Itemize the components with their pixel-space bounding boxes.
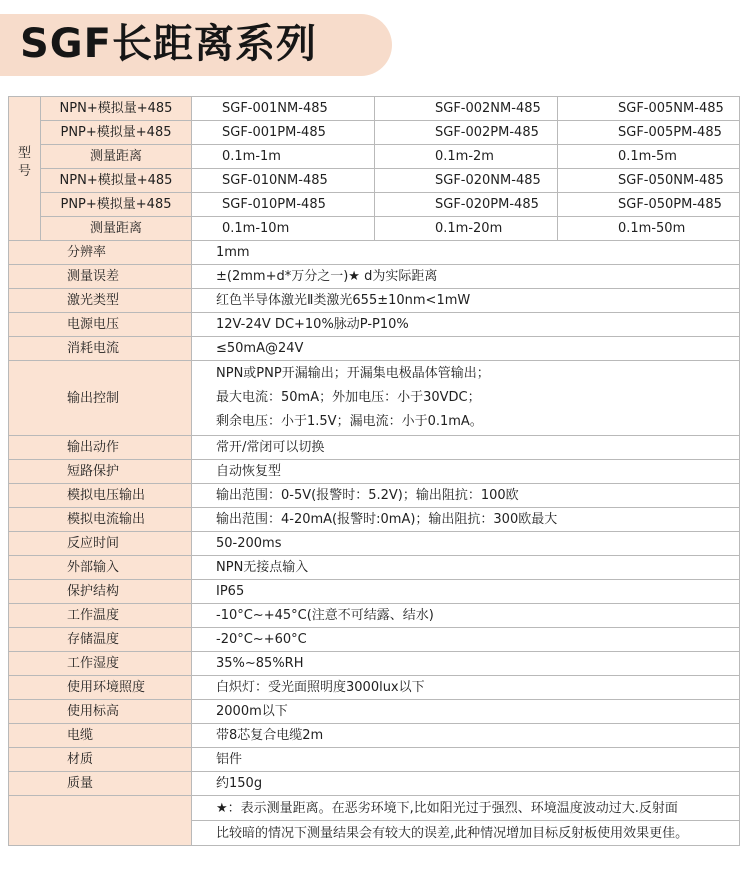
note-line: ★：表示测量距离。在恶劣环境下,比如阳光过于强烈、环境温度波动过大.反射面: [192, 796, 740, 821]
model-cell: SGF-005NM-485: [558, 97, 740, 121]
spec-label: 电源电压: [9, 313, 192, 337]
table-row: [9, 484, 740, 508]
spec-value: 12V-24V DC+10%脉动P-P10%: [192, 313, 740, 337]
table-row: [9, 145, 740, 169]
model-row-label: 测量距离: [41, 145, 192, 169]
model-cell: SGF-001PM-485: [192, 121, 375, 145]
model-cell: SGF-050PM-485: [558, 193, 740, 217]
spec-value: 带8芯复合电缆2m: [192, 724, 740, 748]
spec-value: 2000m以下: [192, 700, 740, 724]
model-label: 型号: [17, 146, 31, 179]
table-row: [9, 508, 740, 532]
model-cell: SGF-020PM-485: [375, 193, 558, 217]
table-row: [9, 628, 740, 652]
table-row: [9, 772, 740, 796]
table-row: [9, 217, 740, 241]
table-row: [9, 748, 740, 772]
model-cell: SGF-002NM-485: [375, 97, 558, 121]
model-row-label: NPN+模拟量+485: [41, 97, 192, 121]
model-label-cell: [9, 97, 41, 241]
spec-label: 模拟电流输出: [9, 508, 192, 532]
table-row: [9, 241, 740, 265]
spec-value: 铝件: [192, 748, 740, 772]
table-row: [9, 460, 740, 484]
spec-label: 材质: [9, 748, 192, 772]
spec-label: 工作温度: [9, 604, 192, 628]
table-row: [9, 580, 740, 604]
spec-label: 保护结构: [9, 580, 192, 604]
page-title: SGF长距离系列: [20, 21, 317, 67]
table-row: [9, 556, 740, 580]
spec-label: 输出动作: [9, 436, 192, 460]
note-label-cell: [9, 796, 192, 846]
model-cell: 0.1m-1m: [192, 145, 375, 169]
table-row: [9, 652, 740, 676]
output-control-line: 最大电流：50mA；外加电压：小于30VDC；: [216, 390, 481, 405]
spec-value: 输出范围：4-20mA(报警时:0mA)；输出阻抗：300欧最大: [192, 508, 740, 532]
table-row: [9, 436, 740, 460]
model-cell: SGF-005PM-485: [558, 121, 740, 145]
table-row: [9, 676, 740, 700]
spec-value: 约150g: [192, 772, 740, 796]
table-row: [9, 724, 740, 748]
model-row-label: 测量距离: [41, 217, 192, 241]
spec-label: 短路保护: [9, 460, 192, 484]
model-row-label: PNP+模拟量+485: [41, 121, 192, 145]
table-row: [9, 121, 740, 145]
spec-label: 模拟电压输出: [9, 484, 192, 508]
model-cell: SGF-010NM-485: [192, 169, 375, 193]
model-row-label: PNP+模拟量+485: [41, 193, 192, 217]
spec-value: -10°C~+45°C(注意不可结露、结水): [192, 604, 740, 628]
spec-value: NPN无接点输入: [192, 556, 740, 580]
spec-value: 自动恢复型: [192, 460, 740, 484]
model-cell: 0.1m-50m: [558, 217, 740, 241]
note-line: 比较暗的情况下测量结果会有较大的误差,此种情况增加目标反射板使用效果更佳。: [192, 821, 740, 846]
spec-value: 常开/常闭可以切换: [192, 436, 740, 460]
spec-label: 工作湿度: [9, 652, 192, 676]
spec-value: 1mm: [192, 241, 740, 265]
table-row: [9, 700, 740, 724]
table-row: [9, 265, 740, 289]
table-row: [9, 97, 740, 121]
model-cell: 0.1m-20m: [375, 217, 558, 241]
model-cell: SGF-020NM-485: [375, 169, 558, 193]
model-cell: 0.1m-5m: [558, 145, 740, 169]
spec-value: -20°C~+60°C: [192, 628, 740, 652]
table-row: [9, 169, 740, 193]
table-row: [9, 796, 740, 821]
output-control-line: 剩余电压：小于1.5V；漏电流：小于0.1mA。: [216, 414, 483, 429]
spec-table: [8, 96, 740, 846]
model-cell: SGF-001NM-485: [192, 97, 375, 121]
table-row: [9, 532, 740, 556]
spec-value: 50-200ms: [192, 532, 740, 556]
spec-label: 反应时间: [9, 532, 192, 556]
model-row-label: NPN+模拟量+485: [41, 169, 192, 193]
table-row: [9, 337, 740, 361]
spec-label: 消耗电流: [9, 337, 192, 361]
table-row: [9, 361, 740, 436]
model-cell: 0.1m-2m: [375, 145, 558, 169]
spec-value: 输出范围：0-5V(报警时：5.2V)；输出阻抗：100欧: [192, 484, 740, 508]
spec-value: 35%~85%RH: [192, 652, 740, 676]
table-row: [9, 193, 740, 217]
spec-label: 分辨率: [9, 241, 192, 265]
spec-value: 白炽灯：受光面照明度3000lux以下: [192, 676, 740, 700]
model-cell: SGF-002PM-485: [375, 121, 558, 145]
output-control-line: NPN或PNP开漏输出；开漏集电极晶体管输出；: [216, 366, 490, 381]
output-control-value: [192, 361, 740, 436]
spec-value: ≤50mA@24V: [192, 337, 740, 361]
spec-label: 使用环境照度: [9, 676, 192, 700]
spec-value: IP65: [192, 580, 740, 604]
spec-label: 存储温度: [9, 628, 192, 652]
spec-value: ±(2mm+d*万分之一)★ d为实际距离: [192, 265, 740, 289]
spec-value: 红色半导体激光Ⅱ类激光655±10nm<1mW: [192, 289, 740, 313]
model-cell: SGF-010PM-485: [192, 193, 375, 217]
model-cell: 0.1m-10m: [192, 217, 375, 241]
table-row: [9, 604, 740, 628]
model-cell: SGF-050NM-485: [558, 169, 740, 193]
spec-label: 输出控制: [9, 361, 192, 436]
spec-label: 电缆: [9, 724, 192, 748]
spec-label: 使用标高: [9, 700, 192, 724]
table-row: [9, 289, 740, 313]
spec-label: 质量: [9, 772, 192, 796]
spec-label: 外部输入: [9, 556, 192, 580]
table-row: [9, 313, 740, 337]
spec-label: 激光类型: [9, 289, 192, 313]
spec-label: 测量误差: [9, 265, 192, 289]
